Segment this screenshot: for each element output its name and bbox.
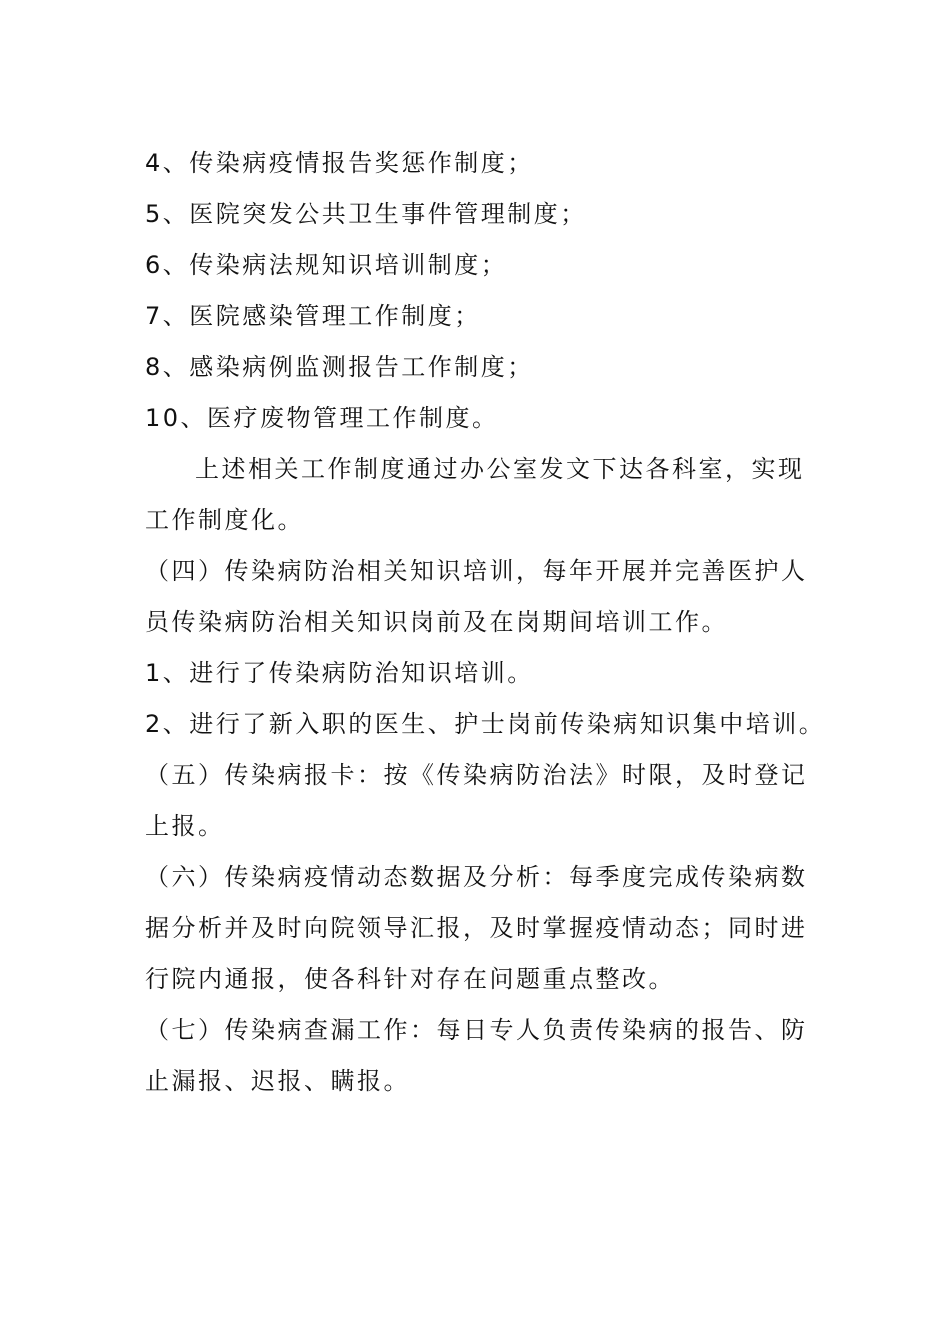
section-6-line-1: （六）传染病疫情动态数据及分析：每季度完成传染病数 [145, 863, 808, 891]
list-item-policy-8: 8、感染病例监测报告工作制度； [145, 353, 534, 381]
section-6-line-3: 行院内通报，使各科针对存在问题重点整改。 [145, 965, 675, 993]
list-item-policy-4: 4、传染病疫情报告奖惩作制度； [145, 149, 534, 177]
list-item-training-2: 2、进行了新入职的医生、护士岗前传染病知识集中培训。 [145, 710, 826, 738]
list-item-policy-6: 6、传染病法规知识培训制度； [145, 251, 508, 279]
section-4-heading-line-2: 员传染病防治相关知识岗前及在岗期间培训工作。 [145, 608, 728, 636]
section-4-heading-line-1: （四）传染病防治相关知识培训，每年开展并完善医护人 [145, 557, 808, 585]
section-7-line-1: （七）传染病查漏工作：每日专人负责传染病的报告、防 [145, 1016, 808, 1044]
list-item-policy-5: 5、医院突发公共卫生事件管理制度； [145, 200, 587, 228]
document-body [145, 138, 826, 1107]
section-7-line-2: 止漏报、迟报、瞒报。 [145, 1067, 410, 1095]
list-item-training-1: 1、进行了传染病防治知识培训。 [145, 659, 534, 687]
list-item-policy-7: 7、医院感染管理工作制度； [145, 302, 481, 330]
paragraph-summary-line-2: 工作制度化。 [145, 506, 304, 534]
section-6-line-2: 据分析并及时向院领导汇报，及时掌握疫情动态；同时进 [145, 914, 808, 942]
section-5-line-1: （五）传染病报卡：按《传染病防治法》时限，及时登记 [145, 761, 808, 789]
section-5-line-2: 上报。 [145, 812, 225, 840]
paragraph-summary-line-1: 上述相关工作制度通过办公室发文下达各科室，实现 [195, 455, 805, 483]
list-item-policy-10: 10、医疗废物管理工作制度。 [145, 404, 499, 432]
